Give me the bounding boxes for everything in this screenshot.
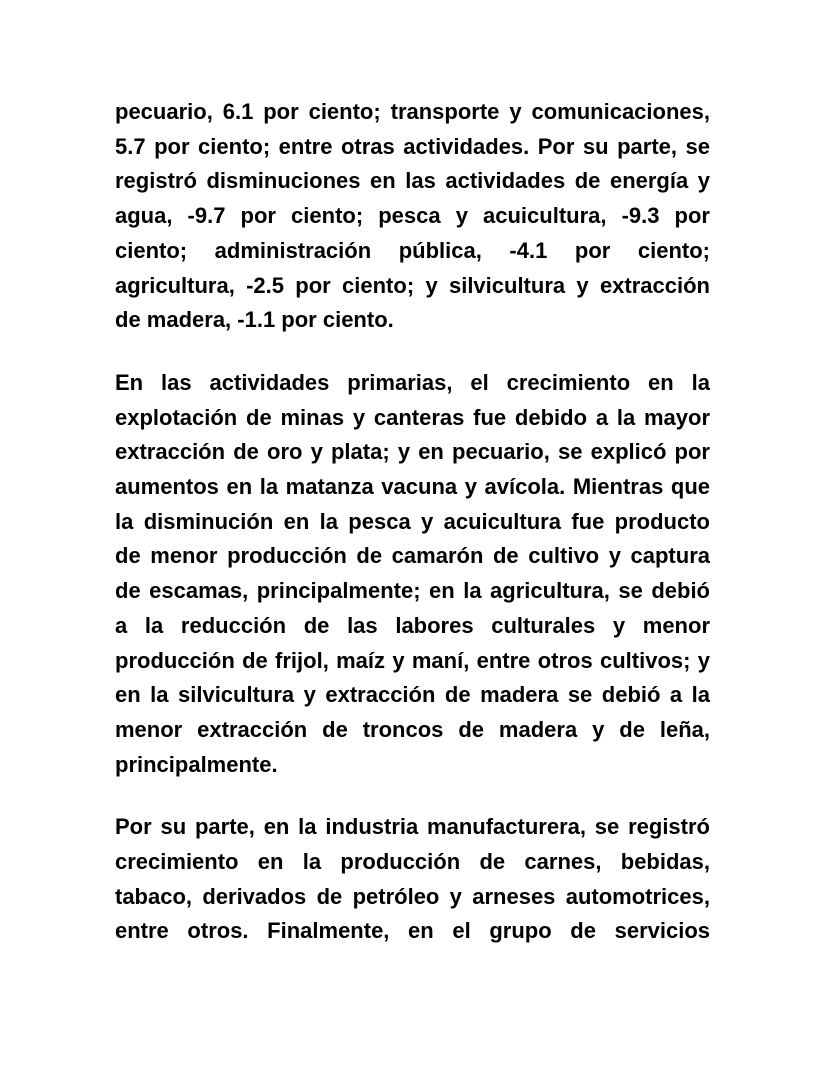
text-line: la disminución en la pesca y acuicultura fue producto <box>115 508 710 534</box>
text-line: registró disminuciones en las actividades de energía y <box>115 168 710 194</box>
text-line: crecimiento en la producción de carnes, bebidas, <box>115 849 710 875</box>
text-line: en la silvicultura y extracción de madera se debió a la <box>115 682 710 708</box>
text-line: menor extracción de troncos de madera y de leña, <box>115 716 710 742</box>
text-line: agua, -9.7 por ciento; pesca y acuicultura, -9.3 por <box>115 203 710 229</box>
text-line: a la reducción de las labores culturales y menor <box>115 612 710 638</box>
text-line: de escamas, principalmente; en la agricultura, se debió <box>115 578 710 604</box>
text-line: En las actividades primarias, el crecimiento en la <box>115 369 710 395</box>
text-line: entre otros. Finalmente, en el grupo de servicios <box>115 918 710 944</box>
text-line: pecuario, 6.1 por ciento; transporte y comunicaciones, <box>115 99 710 124</box>
text-line: producción de frijol, maíz y maní, entre otros cultivos; y <box>115 647 710 673</box>
text-line: aumentos en la matanza vacuna y avícola. Mientras que <box>115 474 710 500</box>
text-line: ciento; administración pública, -4.1 por ciento; <box>115 237 710 263</box>
text-line: tabaco, derivados de petróleo y arneses automotrices, <box>115 883 710 909</box>
text-line: Por su parte, en la industria manufacturera, se registró <box>115 814 710 840</box>
text-line: de menor producción de camarón de cultivo y captura <box>115 543 710 569</box>
paragraph-3 <box>115 810 710 949</box>
text-line: explotación de minas y canteras fue debido a la mayor <box>115 404 710 430</box>
text-line: 5.7 por ciento; entre otras actividades. Por su parte, se <box>115 133 710 159</box>
text-column <box>115 95 710 949</box>
text-line: extracción de oro y plata; y en pecuario, se explicó por <box>115 439 710 465</box>
paragraph-1 <box>115 95 710 338</box>
text-line: principalmente. <box>115 751 278 777</box>
paragraph-2 <box>115 366 710 782</box>
text-line: de madera, -1.1 por ciento. <box>115 307 394 333</box>
text-line: agricultura, -2.5 por ciento; y silvicultura y extracción <box>115 272 710 298</box>
